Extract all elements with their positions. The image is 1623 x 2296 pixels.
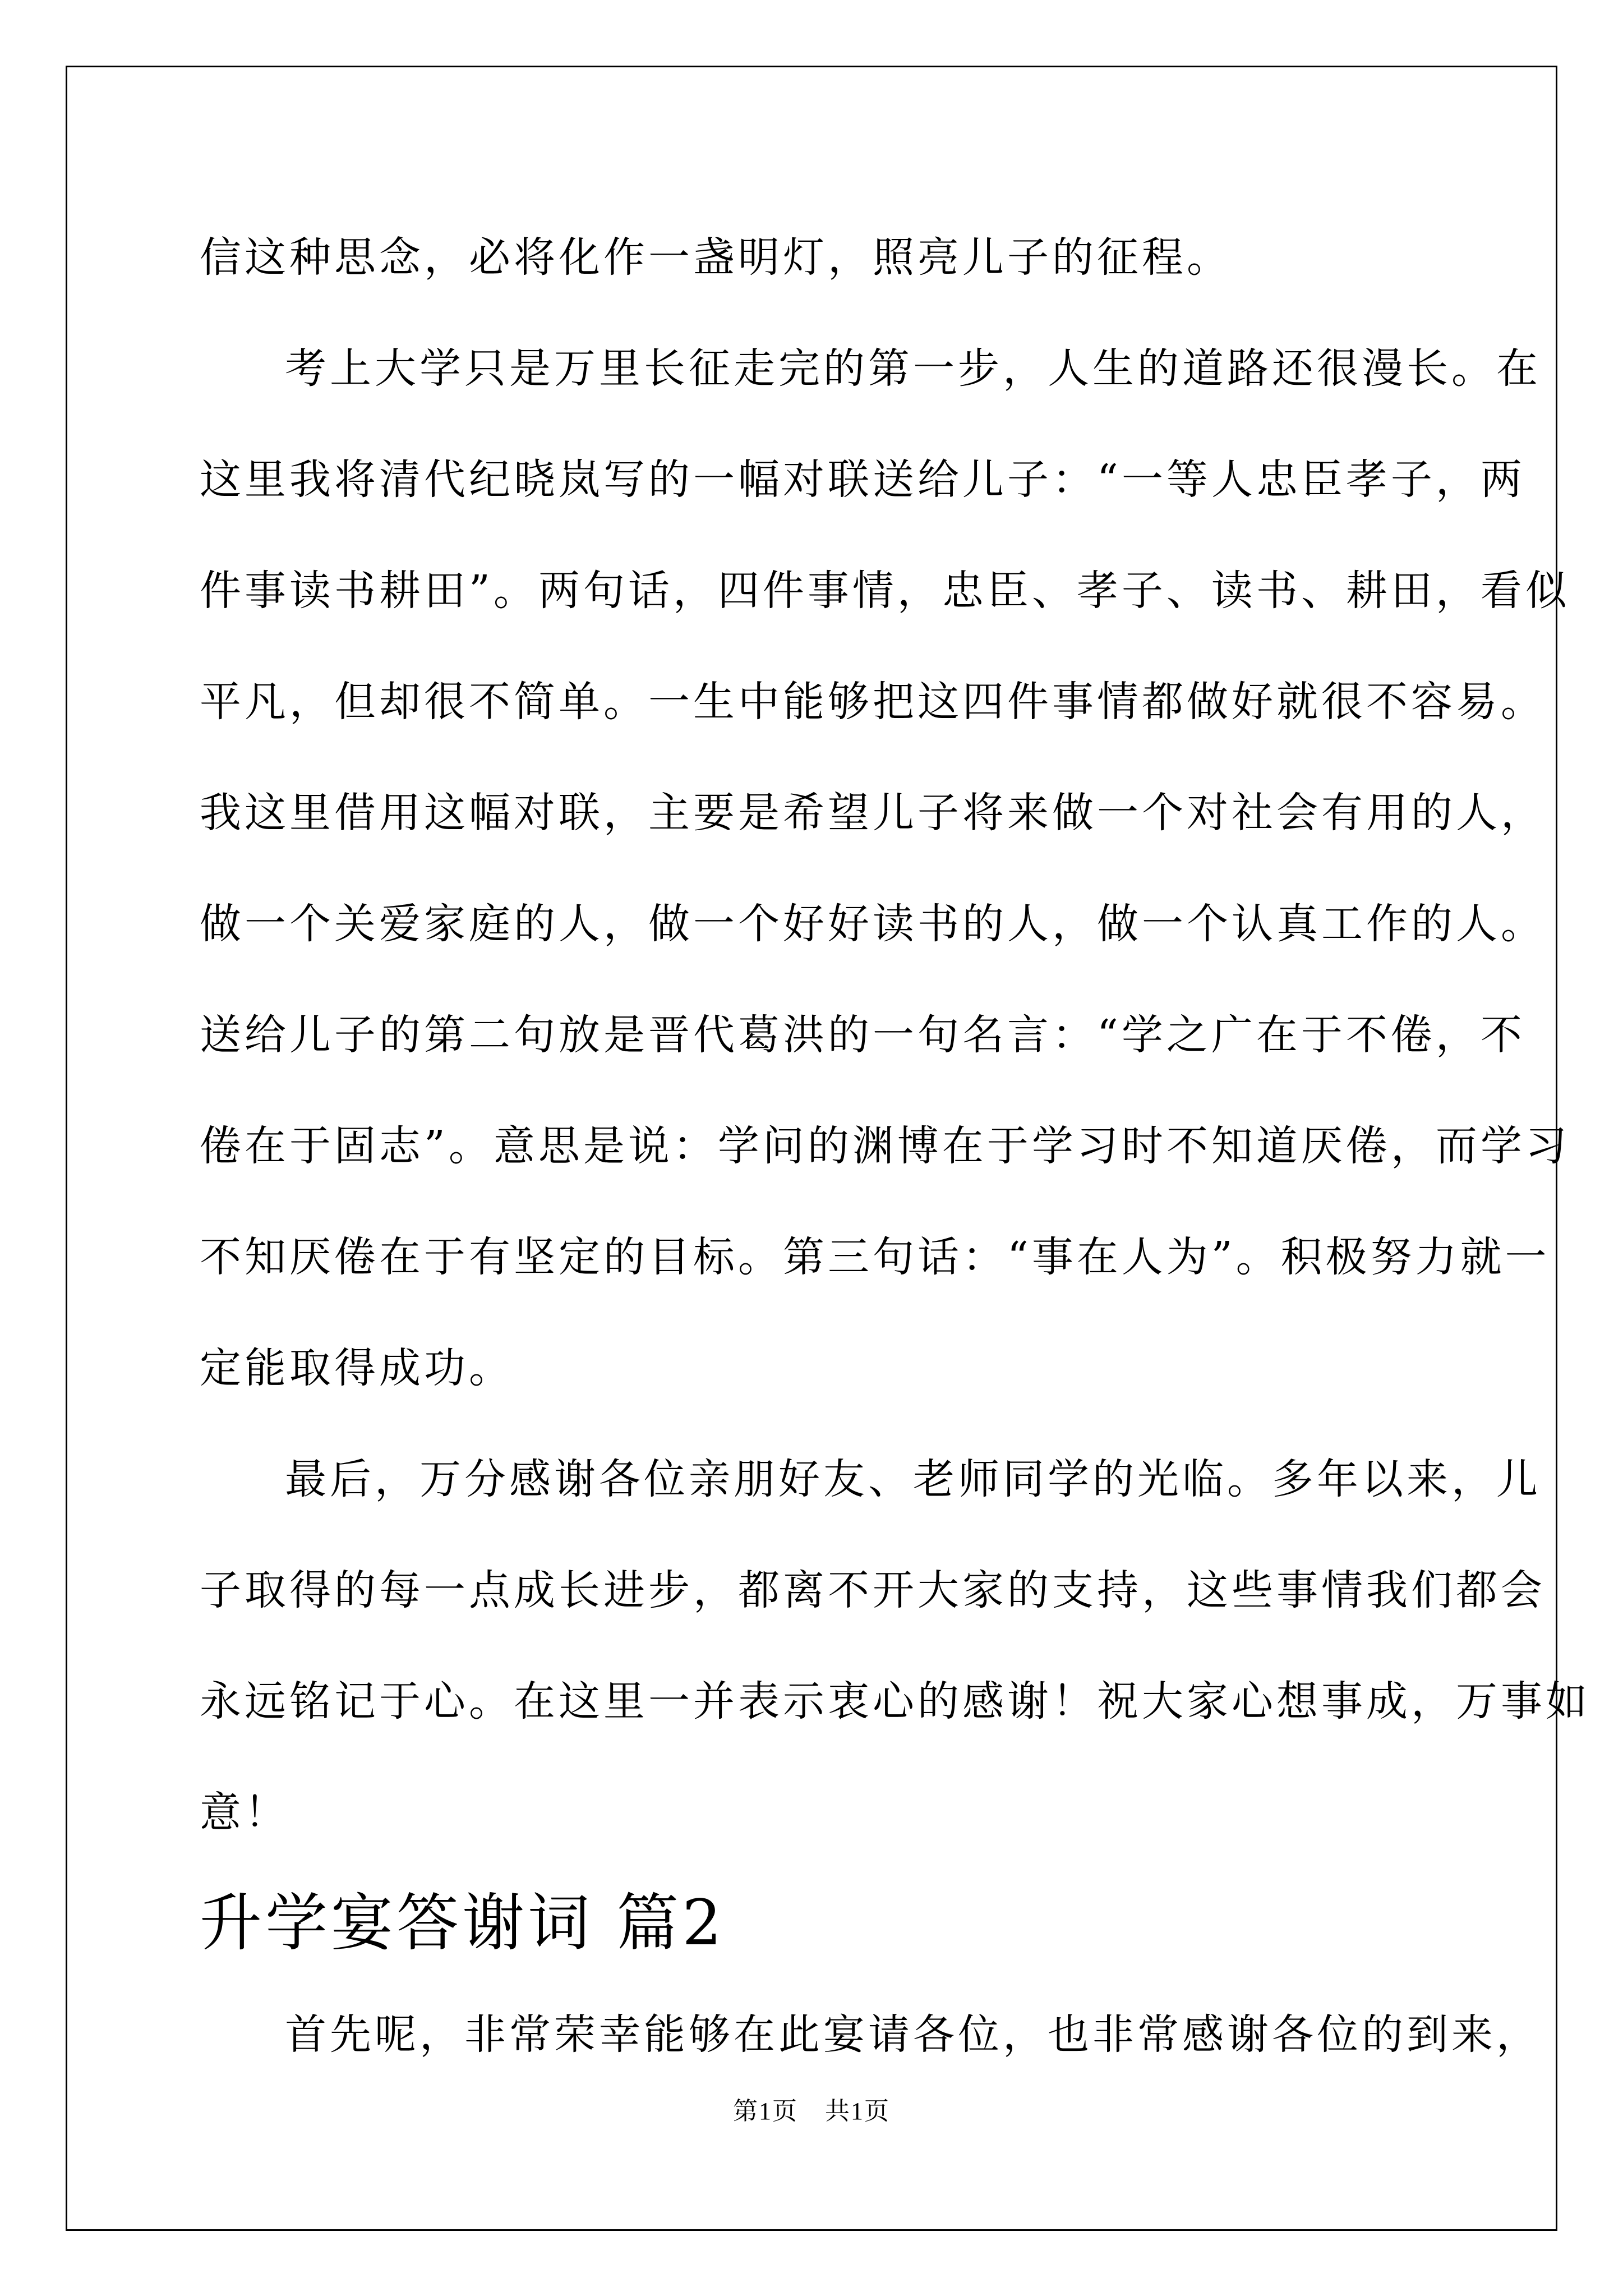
- paragraph-line: 首先呢，非常荣幸能够在此宴请各位，也非常感谢各位的到来，: [285, 2010, 1541, 2059]
- paragraph-line: 我这里借用这幅对联，主要是希望儿子将来做一个对社会有用的人，: [200, 789, 1546, 837]
- paragraph-line: 不知厌倦在于有坚定的目标。第三句话：“事在人为”。积极努力就一: [200, 1233, 1550, 1281]
- paragraph-line: 做一个关爱家庭的人，做一个好好读书的人，做一个认真工作的人。: [200, 900, 1546, 948]
- paragraph-line: 定能取得成功。: [200, 1344, 514, 1392]
- paragraph-line: 永远铭记于心。在这里一并表示衷心的感谢！祝大家心想事成，万事如: [200, 1677, 1590, 1726]
- paragraph-line: 信这种思念，必将化作一盏明灯，照亮儿子的征程。: [200, 233, 1232, 282]
- page-footer: [0, 2091, 1623, 2127]
- paragraph-line: 考上大学只是万里长征走完的第一步，人生的道路还很漫长。在: [285, 344, 1541, 393]
- document-body: [200, 202, 1590, 2090]
- paragraph-1: [200, 202, 1433, 313]
- paragraph-line: 倦在于固志”。意思是说：学问的渊博在于学习时不知道厌倦，而学习: [200, 1122, 1570, 1170]
- paragraph-line: 平凡，但却很不简单。一生中能够把这四件事情都做好就很不容易。: [200, 678, 1546, 726]
- paragraph-line: 件事读书耕田”。两句话，四件事情，忠臣、孝子、读书、耕田，看似: [200, 567, 1570, 615]
- paragraph-2: [200, 313, 1570, 1424]
- paragraph-line: 意！: [200, 1788, 289, 1837]
- paragraph-4: [200, 1979, 1541, 2090]
- page-total-label: 共1页: [825, 2097, 890, 2125]
- paragraph-line: 最后，万分感谢各位亲朋好友、老师同学的光临。多年以来，儿: [285, 1455, 1541, 1503]
- section-heading: [200, 1868, 1433, 1979]
- paragraph-3: [200, 1424, 1590, 1868]
- paragraph-line: 送给儿子的第二句放是晋代葛洪的一句名言：“学之广在于不倦，不: [200, 1011, 1525, 1059]
- page-number-label: 第1页: [733, 2097, 798, 2125]
- section-heading-text: 升学宴答谢词 篇2: [200, 1887, 725, 1959]
- paragraph-line: 这里我将清代纪晓岚写的一幅对联送给儿子：“一等人忠臣孝子，两: [200, 455, 1525, 504]
- paragraph-line: 子取得的每一点成长进步，都离不开大家的支持，这些事情我们都会: [200, 1566, 1546, 1614]
